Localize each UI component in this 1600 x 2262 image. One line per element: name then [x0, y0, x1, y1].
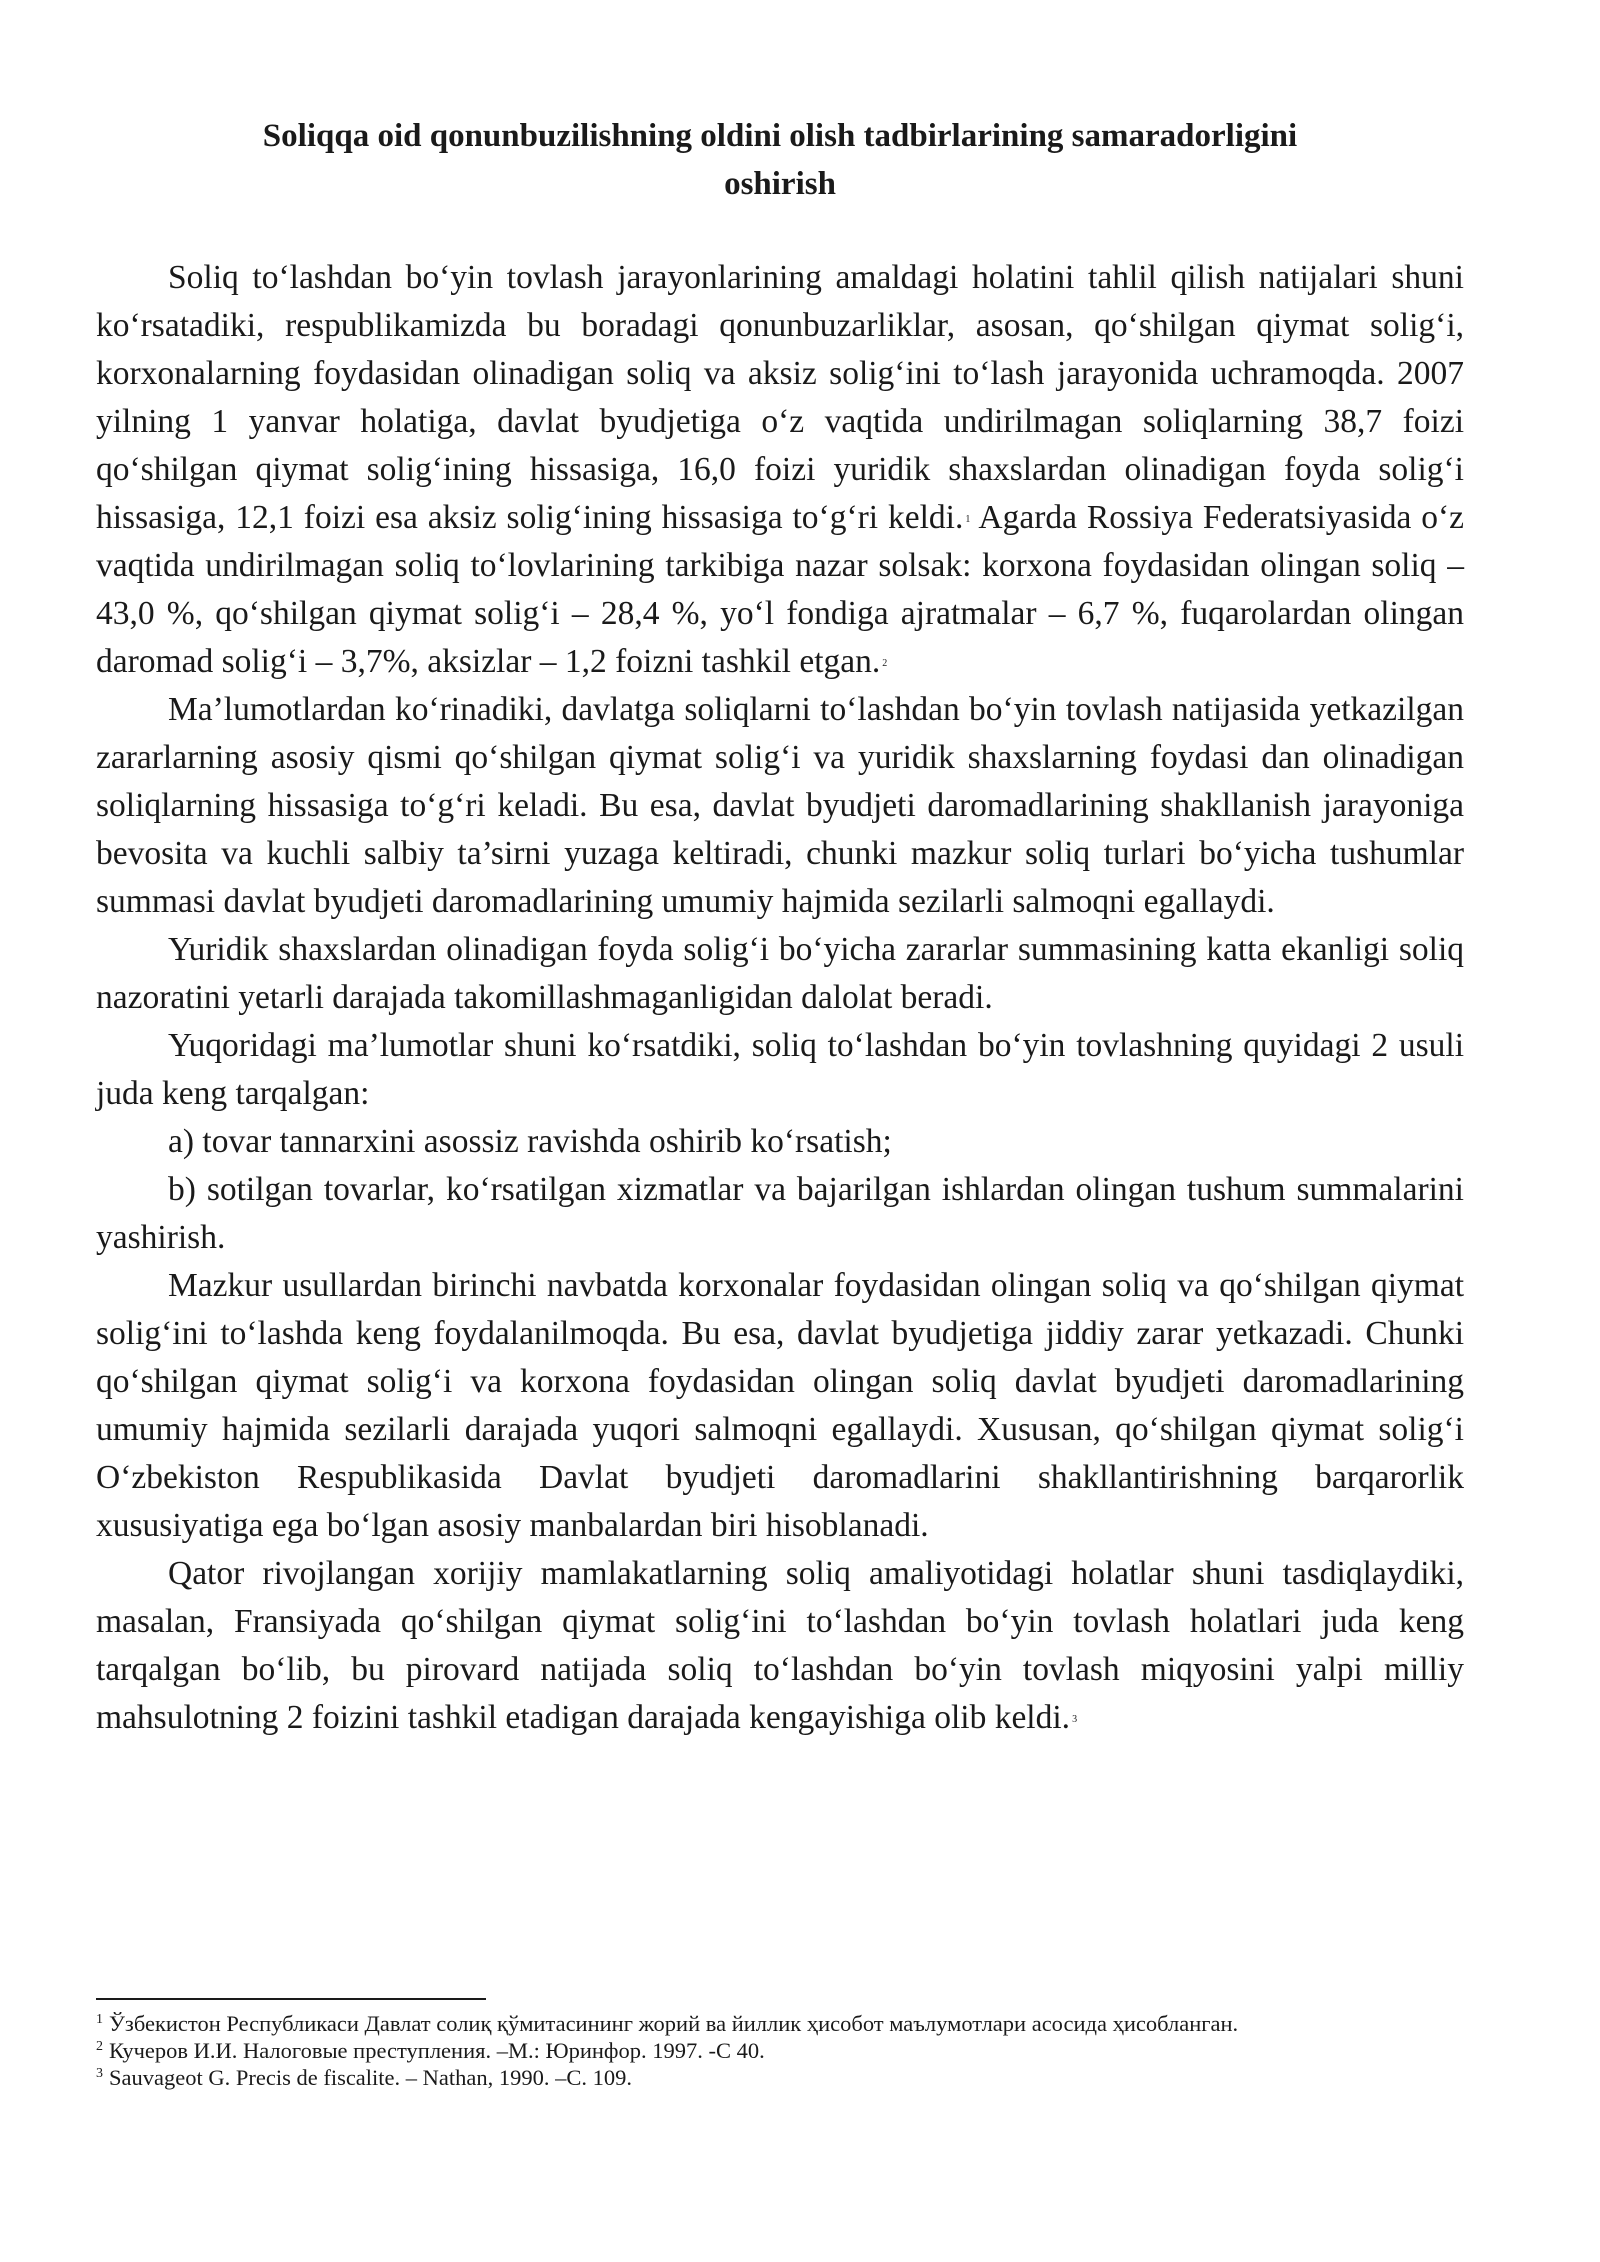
paragraph-3: Yuridik shaxslardan olinadigan foyda solig‘i bo‘yicha zararlar summasining katta ekanligi soliq nazoratini yetarli darajada takomillashmaganligidan dalolat beradi.	[96, 931, 1464, 1016]
footnote-1-mark: 1	[96, 2012, 103, 2027]
footnote-2-mark: 2	[96, 2039, 103, 2054]
footnote-1	[96, 2010, 1464, 2037]
footnote-separator	[96, 1998, 486, 2000]
paragraph-1-text-a: Soliq to‘lashdan bo‘yin tovlash jarayonlarining amaldagi holatini tahlil qilish natijalari shuni ko‘rsatadiki, respublikamizda bu boradagi qonunbuzarliklar, asosan, qo‘shilgan qiymat solig‘i, korxonalarning foydasidan olinadigan soliq va aksiz solig‘ini to‘lash jarayonida uchramoqda. 2007 yilning 1 yanvar holatiga, davlat byudjetiga o‘z vaqtida undirilmagan soliqlarning 38,7 foizi qo‘shilgan qiymat solig‘ining hissasiga, 16,0 foizi yuridik shaxslardan olinadigan foyda solig‘i hissasiga, 12,1 foizi esa aksiz solig‘ining hissasiga to‘g‘ri keldi.	[96, 259, 1464, 536]
list-item-a: a) tovar tannarxini asossiz ravishda oshirib ko‘rsatish;	[168, 1123, 892, 1160]
paragraph-5: Mazkur usullardan birinchi navbatda korxonalar foydasidan olingan soliq va qo‘shilgan qiymat solig‘ini to‘lashda keng foydalanilmoqda. Bu esa, davlat byudjetiga jiddiy zarar yetkazadi. Chunki qo‘shilgan qiymat solig‘i va korxona foydasidan olingan soliq davlat byudjeti daromadlarining umumiy hajmida sezilarli darajada yuqori salmoqni egallaydi. Xususan, qo‘shilgan qiymat solig‘i O‘zbekiston Respublikasida Davlat byudjeti daromadlarini shakllantirishning barqarorlik xususiyatiga ega bo‘lgan asosiy manbalardan biri hisoblanadi.	[96, 1267, 1464, 1544]
footnote-3-text: Sauvageot G. Precis de fiscalite. – Nathan, 1990. –C. 109.	[109, 2065, 633, 2090]
footnote-2-text: Кучеров И.И. Налоговые преступления. –М.: Юринфор. 1997. -С 40.	[109, 2038, 765, 2063]
paragraph-2: Ma’lumotlardan ko‘rinadiki, davlatga soliqlarni to‘lashdan bo‘yin tovlash natijasida yetkazilgan zararlarning asosiy qismi qo‘shilgan qiymat solig‘i va yuridik shaxslarning foydasi dan olinadigan soliqlarning hissasiga to‘g‘ri keladi. Bu esa, davlat byudjeti daromadlarining shakllanish jarayoniga bevosita va kuchli salbiy ta’sirni yuzaga keltiradi, chunki mazkur soliq turlari bo‘yicha tushumlar summasi davlat byudjeti daromadlarining umumiy hajmida sezilarli salmoqni egallaydi.	[96, 691, 1464, 920]
document-body	[96, 254, 1464, 1742]
footnote-3	[96, 2064, 1464, 2091]
paragraph-6-text: Qator rivojlangan xorijiy mamlakatlarning soliq amaliyotidagi holatlar shuni tasdiqlaydiki, masalan, Fransiyada qo‘shilgan qiymat solig‘ini to‘lashdan bo‘yin tovlash holatlari juda keng tarqalgan bo‘lib, bu pirovard natijada soliq to‘lashdan bo‘yin tovlash miqyosini yalpi milliy mahsulotning 2 foizini tashkil etadigan darajada kengayishiga olib keldi.	[96, 1555, 1464, 1736]
footnote-ref-3[interactable]: 3	[1072, 1714, 1078, 1725]
footnote-ref-1[interactable]: 1	[965, 514, 971, 525]
footnote-1-text: Ўзбекистон Республикаси Давлат солиқ қўмитасининг жорий ва йиллик ҳисобот маълумотлари асосида ҳисобланган.	[109, 2011, 1239, 2036]
footnotes	[96, 2010, 1464, 2091]
document-page	[96, 112, 1464, 1742]
footnote-2	[96, 2037, 1464, 2064]
footnote-ref-2[interactable]: 2	[882, 658, 888, 669]
list-item-b: b) sotilgan tovarlar, ko‘rsatilgan xizmatlar va bajarilgan ishlardan olingan tushum summalarini yashirish.	[96, 1171, 1464, 1256]
footnote-3-mark: 3	[96, 2066, 103, 2081]
paragraph-6	[96, 1550, 1464, 1742]
paragraph-1	[96, 254, 1464, 686]
paragraph-4: Yuqoridagi ma’lumotlar shuni ko‘rsatdiki, soliq to‘lashdan bo‘yin tovlashning quyidagi 2 usuli juda keng tarqalgan:	[96, 1027, 1464, 1112]
paragraph-1-text-b: Agarda Rossiya Federatsiyasida o‘z vaqtida undirilmagan soliq to‘lovlarining tarkibiga nazar solsak: korxona foydasidan olingan soliq – 43,0 %, qo‘shilgan qiymat solig‘i – 28,4 %, yo‘l fondiga ajratmalar – 6,7 %, fuqarolardan olingan daromad solig‘i – 3,7%, aksizlar – 1,2 foizni tashkil etgan.	[96, 499, 1464, 680]
document-title: Soliqqa oid qonunbuzilishning oldini olish tadbirlarining samaradorligini oshirish	[262, 118, 1298, 202]
